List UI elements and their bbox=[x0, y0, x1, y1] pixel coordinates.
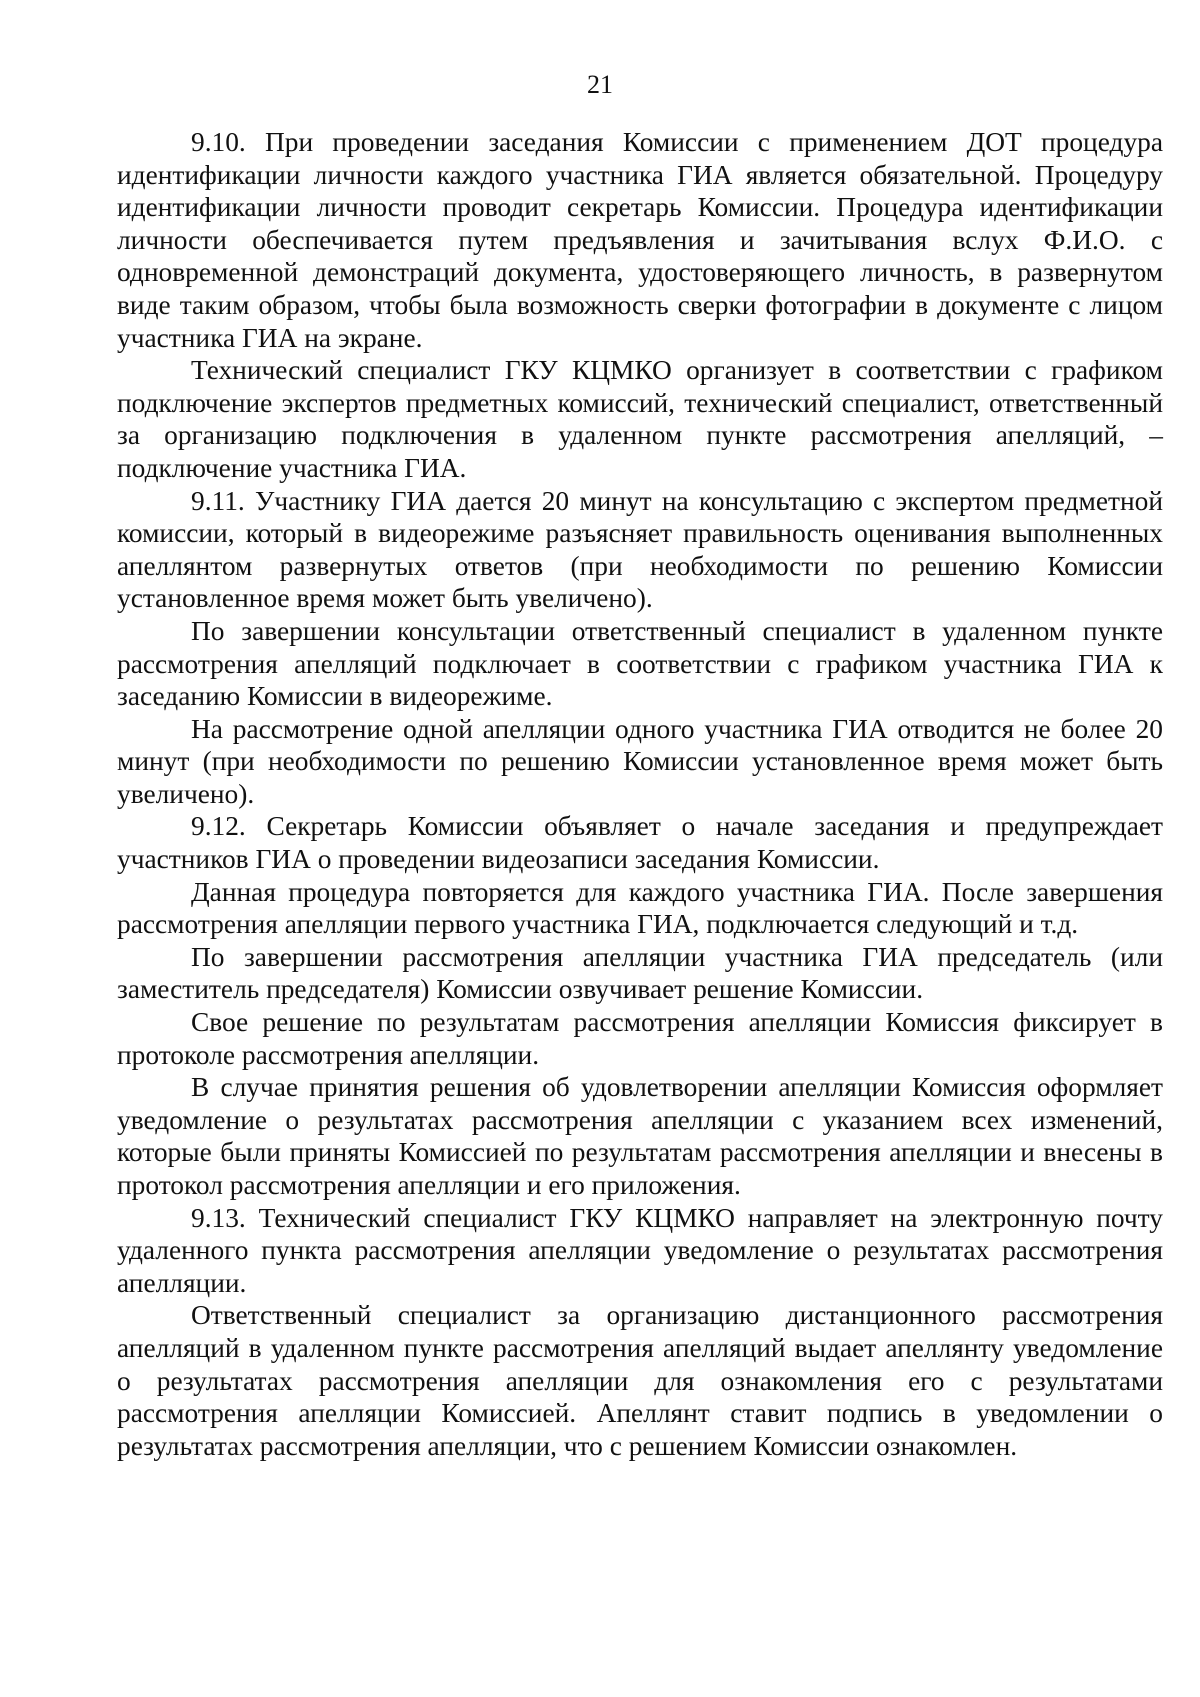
paragraph-technical-specialist: Технический специалист ГКУ КЦМКО организует в соответствии с графиком подключение экспертов предметных комиссий, технический специалист, ответственный за организацию подключения в удаленном пункте рассмотрения апелляций, – подключение участника ГИА. bbox=[117, 355, 1163, 483]
paragraph-satisfaction-notice: В случае принятия решения об удовлетворении апелляции Комиссия оформляет уведомление о результатах рассмотрения апелляции с указанием всех изменений, которые были приняты Комиссией по результатам рассмотрения апелляции и внесены в протокол рассмотрения апелляции и его приложения. bbox=[117, 1072, 1163, 1200]
page-number: 21 bbox=[587, 70, 613, 99]
paragraph-protocol: Свое решение по результатам рассмотрения апелляции Комиссия фиксирует в протоколе рассмотрения апелляции. bbox=[117, 1007, 1163, 1070]
paragraph-9-13: 9.13. Технический специалист ГКУ КЦМКО направляет на электронную почту удаленного пункта рассмотрения апелляции уведомление о результатах рассмотрения апелляции. bbox=[117, 1202, 1163, 1298]
paragraph-responsible-specialist: Ответственный специалист за организацию дистанционного рассмотрения апелляций в удаленном пункте рассмотрения апелляций выдает апеллянту уведомление о результатах рассмотрения апелляции для ознакомления его с результатами рассмотрения апелляции Комиссией. Апеллянт ставит подпись в уведомлении о результатах рассмотрения апелляции, что с решением Комиссии ознакомлен. bbox=[117, 1300, 1163, 1461]
document-body bbox=[117, 126, 1163, 1462]
paragraph-9-10: 9.10. При проведении заседания Комиссии с применением ДОТ процедура идентификации личности каждого участника ГИА является обязательной. Процедуру идентификации личности проводит секретарь Комиссии. Процедура идентификации личности обеспечивается путем предъявления и зачитывания вслух Ф.И.О. с одновременной демонстраций документа, удостоверяющего личность, в развернутом виде таким образом, чтобы была возможность сверки фотографии в документе с лицом участника ГИА на экране. bbox=[117, 127, 1163, 353]
paragraph-consultation-end: По завершении консультации ответственный специалист в удаленном пункте рассмотрения апелляций подключает в соответствии с графиком участника ГИА к заседанию Комиссии в видеорежиме. bbox=[117, 615, 1163, 712]
paragraph-9-12: 9.12. Секретарь Комиссии объявляет о начале заседания и предупреждает участников ГИА о проведении видеозаписи заседания Комиссии. bbox=[117, 811, 1163, 875]
paragraph-9-11: 9.11. Участнику ГИА дается 20 минут на консультацию с экспертом предметной комиссии, который в видеорежиме разъясняет правильность оценивания выполненных апеллянтом развернутых ответов (при необходимости по решению Комиссии установленное время может быть увеличено). bbox=[117, 485, 1163, 614]
paragraph-procedure-repeat: Данная процедура повторяется для каждого участника ГИА. После завершения рассмотрения апелляции первого участника ГИА, подключается следующий и т.д. bbox=[117, 876, 1163, 940]
paragraph-time-limit: На рассмотрение одной апелляции одного участника ГИА отводится не более 20 минут (при необходимости по решению Комиссии установленное время может быть увеличено). bbox=[117, 713, 1163, 809]
paragraph-decision-announcement: По завершении рассмотрения апелляции участника ГИА председатель (или заместитель председателя) Комиссии озвучивает решение Комиссии. bbox=[117, 941, 1163, 1005]
